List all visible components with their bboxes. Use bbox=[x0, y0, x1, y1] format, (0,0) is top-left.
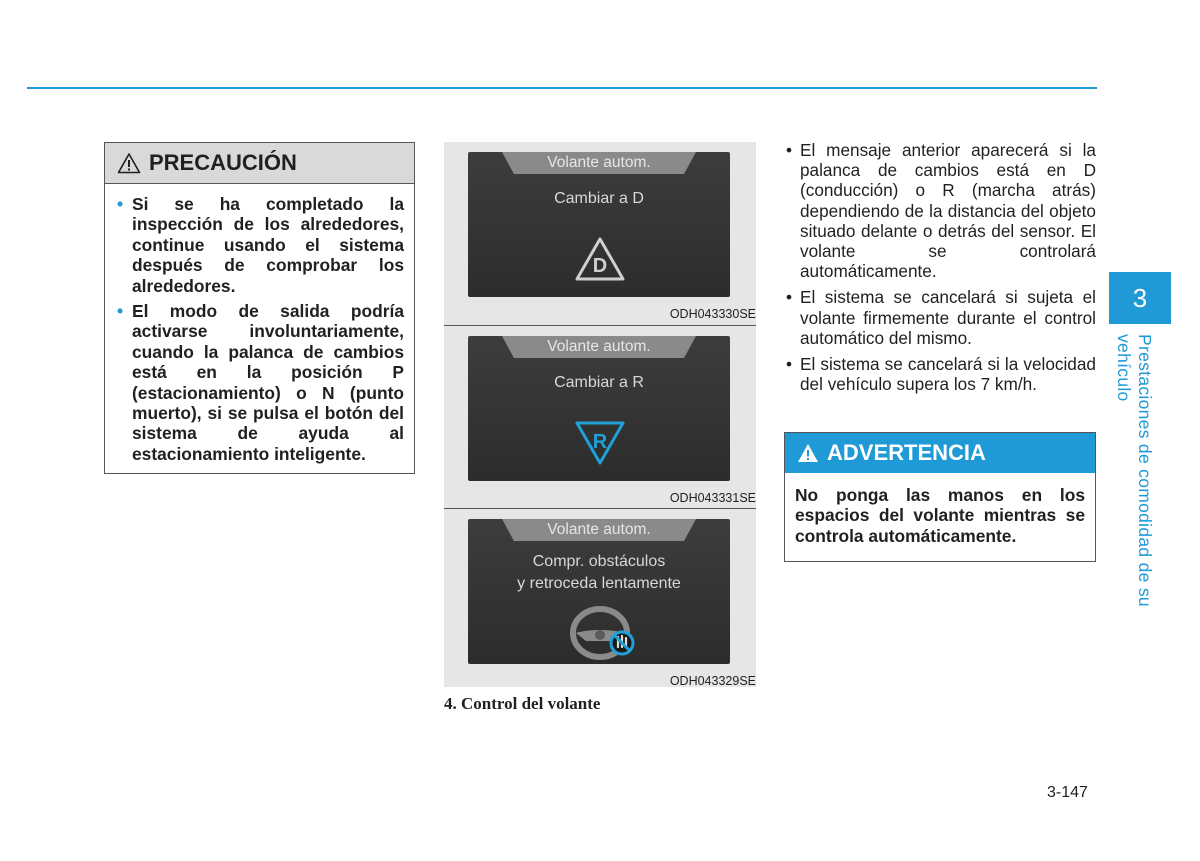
info-bullets bbox=[786, 140, 1096, 400]
caution-box bbox=[104, 142, 415, 474]
caution-header bbox=[105, 143, 414, 184]
screen-tab-label: Volante autom. bbox=[547, 521, 651, 538]
top-rule bbox=[27, 87, 1097, 89]
shift-r-letter: R bbox=[592, 431, 608, 453]
caution-item: • Si se ha completado la inspección de los alrededores, continue usando el sistema después de comprobar los alrededores. bbox=[117, 194, 404, 296]
shift-r-icon bbox=[574, 420, 626, 466]
info-bullet: • El mensaje anterior aparecerá si la palanca de cambios está en D (conducción) o R (marcha atrás) dependiendo de la distancia del objeto situado delante o detrás del sensor. El volante se controlará automáticamente. bbox=[786, 140, 1096, 282]
warning-text: No ponga las manos en los espacios del volante mientras se controla automáticamente. bbox=[795, 485, 1085, 546]
caution-title: PRECAUCIÓN bbox=[149, 150, 297, 175]
warning-title: ADVERTENCIA bbox=[827, 440, 986, 465]
screen-message-line-1: Compr. obstáculos bbox=[532, 553, 666, 570]
caution-list bbox=[105, 184, 414, 464]
page-number: 3-147 bbox=[1047, 784, 1088, 801]
warning-triangle-icon bbox=[117, 152, 141, 174]
figure-panel-shift-d bbox=[444, 142, 756, 325]
figure-panel-check-obstacles bbox=[444, 509, 756, 687]
caution-item: • El modo de salida podría activarse involuntariamente, cuando la palanca de cambios está en la posición P (estacionamiento) o N (punto muerto), si se pulsa el botón del sistema de ayuda al estacionamiento inteligente. bbox=[117, 301, 404, 464]
chapter-title: Prestaciones de comodidad de su vehículo bbox=[1114, 334, 1155, 607]
info-bullet: • El sistema se cancelará si sujeta el volante firmemente durante el control automático del mismo. bbox=[786, 287, 1096, 348]
figure-code: ODH043329SE bbox=[669, 674, 756, 688]
screen-message: Cambiar a D bbox=[554, 190, 644, 207]
steering-wheel-icon bbox=[570, 605, 640, 661]
figure-code: ODH043331SE bbox=[669, 491, 756, 505]
shift-d-letter: D bbox=[592, 255, 608, 277]
info-bullet: • El sistema se cancelará si la velocidad del vehículo supera los 7 km/h. bbox=[786, 354, 1096, 395]
screen-message-line-2: y retroceda lentamente bbox=[517, 575, 681, 592]
warning-header bbox=[785, 433, 1095, 473]
display-screen bbox=[468, 152, 730, 297]
display-screen bbox=[468, 519, 730, 664]
screen-message: Cambiar a R bbox=[554, 374, 644, 391]
figure-code: ODH043330SE bbox=[669, 307, 756, 321]
warning-box bbox=[784, 432, 1096, 562]
screen-tab-label: Volante autom. bbox=[547, 154, 651, 171]
display-screen bbox=[468, 336, 730, 481]
chapter-number-tab: 3 bbox=[1109, 272, 1171, 324]
shift-d-icon bbox=[574, 236, 626, 282]
screen-tab-label: Volante autom. bbox=[547, 338, 651, 355]
warning-triangle-icon bbox=[797, 443, 819, 463]
figure-panel-shift-r bbox=[444, 326, 756, 509]
figure-caption: 4. Control del volante bbox=[444, 694, 601, 713]
